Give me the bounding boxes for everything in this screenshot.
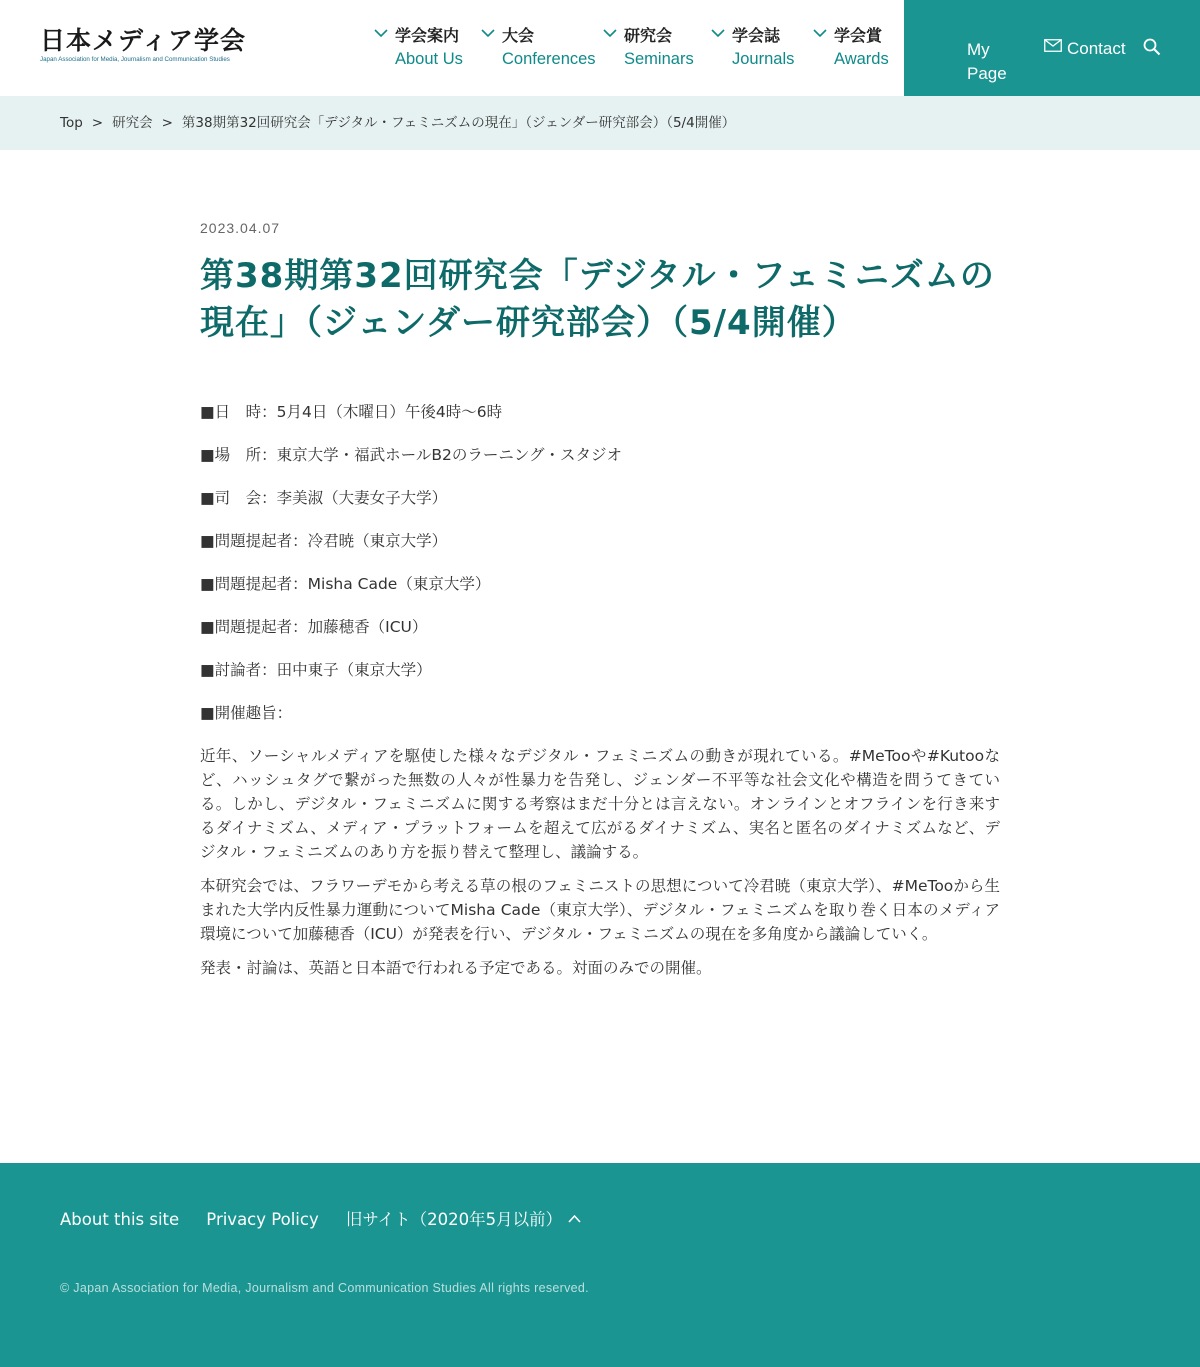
site-header bbox=[0, 0, 1200, 96]
info-item-date: ■日 時：5月4日（木曜日）午後4時～6時 bbox=[200, 403, 503, 421]
info-item-moderator: ■司 会：李美淑（大妻女子大学） bbox=[200, 489, 448, 507]
body-paragraph: 発表・討論は、英語と日本語で行われる予定である。対面のみでの開催。 bbox=[200, 959, 712, 977]
nav-label-jp: 学会誌 bbox=[732, 26, 781, 45]
mail-icon bbox=[1044, 39, 1062, 52]
chevron-down-icon bbox=[603, 29, 617, 38]
info-item-presenter: ■問題提起者：冷君暁（東京大学） bbox=[200, 532, 448, 550]
header-utility-panel bbox=[904, 0, 1200, 96]
nav-item-awards[interactable] bbox=[813, 26, 889, 70]
nav-item-conferences[interactable] bbox=[481, 26, 596, 70]
article-body bbox=[200, 400, 1000, 990]
footer-link-about-site[interactable]: About this site bbox=[60, 1210, 180, 1229]
post-date: 2023.04.07 bbox=[200, 220, 281, 236]
nav-label-en: Awards bbox=[834, 50, 889, 68]
nav-item-about-us[interactable] bbox=[374, 26, 463, 70]
nav-label-en: Conferences bbox=[502, 50, 596, 68]
logo-subtitle: Japan Association for Media, Journalism and Communication Studies bbox=[40, 56, 230, 63]
nav-item-seminars[interactable] bbox=[603, 26, 694, 70]
breadcrumb-separator: > bbox=[91, 115, 104, 131]
global-nav bbox=[0, 26, 900, 76]
info-item-venue: ■場 所：東京大学・福武ホールB2のラーニング・スタジオ bbox=[200, 446, 623, 464]
logo-title: 日本メディア学会 bbox=[40, 26, 247, 55]
contact-link[interactable] bbox=[1044, 38, 1126, 60]
footer-link-privacy-policy[interactable]: Privacy Policy bbox=[206, 1210, 319, 1229]
site-footer bbox=[0, 1163, 1200, 1367]
breadcrumb-separator: > bbox=[161, 115, 173, 131]
footer-nav bbox=[60, 1208, 603, 1232]
page-title: 第38期第32回研究会「デジタル・フェミニズムの現在」（ジェンダー研究部会）（5/4開催） bbox=[200, 256, 995, 343]
chevron-down-icon bbox=[481, 29, 495, 38]
contact-label: Contact bbox=[1067, 39, 1126, 58]
body-paragraph: 近年、ソーシャルメディアを駆使した様々なデジタル・フェミニズムの動きが現れている。#MeTooや#Kutooなど、ハッシュタグで繋がった無数の人々が性暴力を告発し、ジェンダー不平等な社会文化や構造を問うてきている。しかし、デジタル・フェミニズムに関する考察はまだ十分とは言えない。オンラインとオフラインを行き来するダイナミズム、メディア・プラットフォームを超えて広がるダイナミズム、実名と匿名のダイナミズムなど、デジタル・フェミニズムのあり方を振り替えて整理し、議論する。 bbox=[200, 747, 1000, 861]
nav-label-jp: 学会案内 bbox=[395, 26, 460, 45]
info-item-discussant: ■討論者：田中東子（東京大学） bbox=[200, 661, 432, 679]
article-header bbox=[200, 218, 1000, 347]
nav-label-en: About Us bbox=[395, 50, 463, 68]
breadcrumb-top[interactable]: Top bbox=[60, 115, 83, 131]
nav-label-en: Seminars bbox=[624, 50, 694, 68]
nav-label-jp: 大会 bbox=[502, 26, 535, 45]
copyright: © Japan Association for Media, Journalism and Communication Studies All rights reserved. bbox=[60, 1281, 589, 1295]
breadcrumb-current: 第38期第32回研究会「デジタル・フェミニズムの現在」（ジェンダー研究部会）（5/4開催） bbox=[181, 115, 736, 131]
search-icon[interactable] bbox=[1143, 38, 1161, 56]
mypage-link[interactable]: My Page bbox=[967, 40, 1007, 83]
breadcrumb bbox=[0, 96, 1200, 150]
chevron-down-icon bbox=[711, 29, 725, 38]
breadcrumb-category[interactable]: 研究会 bbox=[112, 115, 153, 131]
chevron-down-icon bbox=[813, 29, 827, 38]
info-item-presenter: ■問題提起者：加藤穂香（ICU） bbox=[200, 618, 428, 636]
nav-label-jp: 研究会 bbox=[624, 26, 673, 45]
nav-label-en: Journals bbox=[732, 50, 795, 68]
nav-label-jp: 学会賞 bbox=[834, 26, 883, 45]
info-item-presenter: ■問題提起者：Misha Cade（東京大学） bbox=[200, 575, 491, 593]
nav-item-journals[interactable] bbox=[711, 26, 794, 70]
footer-link-label: 旧サイト（2020年5月以前） bbox=[345, 1210, 563, 1229]
chevron-down-icon bbox=[374, 29, 388, 38]
info-item-purpose: ■開催趣旨： bbox=[200, 704, 293, 722]
footer-link-old-site[interactable] bbox=[346, 1208, 581, 1232]
body-paragraph: 本研究会では、フラワーデモから考える草の根のフェミニストの思想について冷君暁（東京大学）、#MeTooから生まれた大学内反性暴力運動についてMisha Cade（東京大学）、デジタル・フェミニズムを取り巻く日本のメディア環境について加藤穂香（ICU）が発表を行い、デジタル・フェミニズムの現在を多角度から議論していく。 bbox=[200, 877, 1000, 943]
chevron-up-icon bbox=[568, 1214, 581, 1223]
